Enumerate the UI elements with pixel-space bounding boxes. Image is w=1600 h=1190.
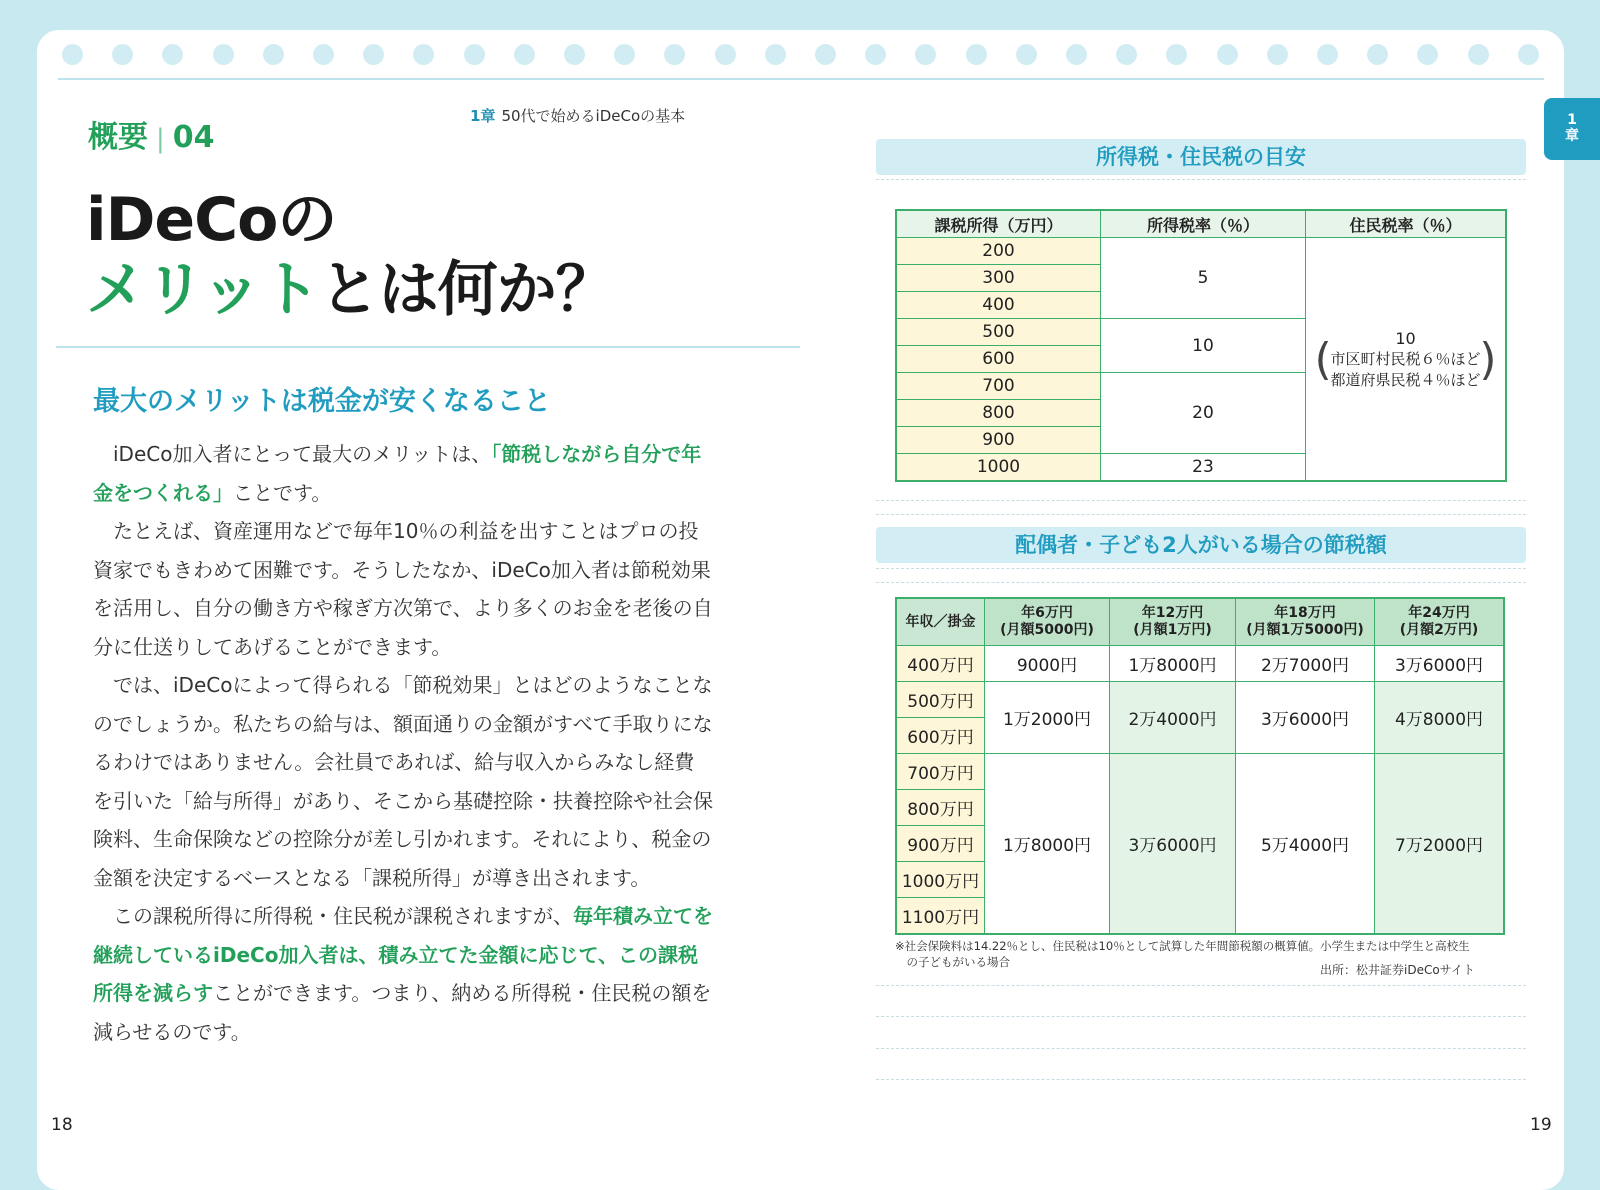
- paragraph-1: [93, 435, 713, 512]
- binder-hole: [464, 44, 485, 65]
- corner-header: 年収／掛金: [896, 598, 985, 646]
- chapter-title: 50代で始めるiDeCoの基本: [501, 107, 686, 125]
- table-row: [896, 682, 1504, 718]
- ruled-line: [876, 582, 1526, 583]
- savings-cell: 7万2000円: [1375, 754, 1505, 935]
- resident-tax-cell: [1306, 238, 1507, 482]
- top-rule: [58, 78, 1544, 80]
- income-cell: 900: [896, 427, 1101, 454]
- col-header: [1236, 598, 1375, 646]
- income-cell: 500: [896, 319, 1101, 346]
- binder-hole: [263, 44, 284, 65]
- paren-close: ): [1479, 333, 1497, 385]
- binder-hole: [865, 44, 886, 65]
- ruled-line: [876, 985, 1526, 986]
- col-header-resident-tax: 住民税率（％）: [1306, 210, 1507, 238]
- p1-highlight: 「節税しながら自分で年金をつくれる」: [93, 442, 702, 505]
- table-row: [896, 646, 1504, 682]
- savings-cell: 1万8000円: [1110, 646, 1236, 682]
- paragraph-2: たとえば、資産運用などで毎年10％の利益を出すことはプロの投資家でもきわめて困難です。そうしたなか、iDeCo加入者は節税効果を活用し、自分の働き方や稼ぎ方次第で、より多くのお金を老後の自分に仕送りしてあげることができます。: [93, 519, 713, 659]
- binder-hole: [1016, 44, 1037, 65]
- col-header: [985, 598, 1110, 646]
- col-header-l2: (月額2万円): [1399, 622, 1479, 638]
- tax-rate-table: [895, 209, 1507, 482]
- ruled-line: [876, 1016, 1526, 1017]
- binder-hole: [564, 44, 585, 65]
- savings-cell: 2万4000円: [1110, 682, 1236, 754]
- section-label: [88, 112, 215, 156]
- ruled-line: [876, 514, 1526, 515]
- p4-text-b: ことができます。つまり、納める所得税・住民税の額を減らせるのです。: [93, 981, 712, 1044]
- ruled-line: [876, 568, 1526, 569]
- municipal-tax: 市区町村民税６％ほど: [1330, 349, 1481, 368]
- income-cell: 800万円: [896, 790, 985, 826]
- income-cell: 700: [896, 373, 1101, 400]
- savings-cell: 1万2000円: [985, 682, 1110, 754]
- binder-hole: [715, 44, 736, 65]
- binder-hole: [514, 44, 535, 65]
- income-cell: 800: [896, 400, 1101, 427]
- binder-hole: [413, 44, 434, 65]
- binder-hole: [1468, 44, 1489, 65]
- binder-hole: [313, 44, 334, 65]
- income-cell: 500万円: [896, 682, 985, 718]
- binder-hole: [1518, 44, 1539, 65]
- col-header-l1: 年12万円: [1141, 605, 1204, 621]
- income-tax-cell: 5: [1101, 238, 1306, 319]
- binder-hole: [966, 44, 987, 65]
- binder-hole: [1116, 44, 1137, 65]
- binder-holes: [62, 44, 1532, 68]
- col-header-income: 課税所得（万円）: [896, 210, 1101, 238]
- paragraph-4: [93, 897, 713, 1051]
- chapter-breadcrumb: [470, 105, 685, 126]
- binder-hole: [1317, 44, 1338, 65]
- binder-hole: [1166, 44, 1187, 65]
- savings-cell: 2万7000円: [1236, 646, 1375, 682]
- binder-hole: [363, 44, 384, 65]
- income-cell: 400: [896, 292, 1101, 319]
- table-row: [896, 238, 1506, 265]
- note-line1: ※社会保険料は14.22％とし、住民税は10％として試算した年間節税額の概算値。小学生または中学生と高校生: [895, 939, 1470, 953]
- page-number-right: 19: [1530, 1115, 1552, 1135]
- section-divider: |: [156, 124, 165, 154]
- ruled-line: [876, 500, 1526, 501]
- tax-savings-table: [895, 597, 1505, 935]
- ruled-line: [876, 1048, 1526, 1049]
- savings-cell: 3万6000円: [1110, 754, 1236, 935]
- p1-text-a: iDeCo加入者にとって最大のメリットは、: [93, 442, 492, 466]
- page-title-line1: iDeCoの: [86, 185, 337, 255]
- savings-cell: 3万6000円: [1375, 646, 1505, 682]
- binder-hole: [614, 44, 635, 65]
- table1-heading: 所得税・住民税の目安: [876, 139, 1526, 175]
- binder-hole: [1367, 44, 1388, 65]
- subheading: 最大のメリットは税金が安くなること: [93, 386, 551, 417]
- binder-hole: [213, 44, 234, 65]
- chapter-number: 1章: [470, 107, 496, 125]
- binder-hole: [915, 44, 936, 65]
- savings-cell: 4万8000円: [1375, 682, 1505, 754]
- col-header-l1: 年18万円: [1274, 605, 1336, 621]
- col-header-income-tax: 所得税率（％）: [1101, 210, 1306, 238]
- income-cell: 700万円: [896, 754, 985, 790]
- income-tax-cell: 20: [1101, 373, 1306, 454]
- savings-cell: 9000円: [985, 646, 1110, 682]
- resident-tax-breakdown: [1314, 328, 1497, 391]
- section-number: 04: [172, 120, 215, 155]
- income-cell: 1000万円: [896, 862, 985, 898]
- binder-hole: [1066, 44, 1087, 65]
- source-credit: 出所：松井証券iDeCoサイト: [1320, 963, 1475, 977]
- income-cell: 300: [896, 265, 1101, 292]
- binder-hole: [664, 44, 685, 65]
- chapter-tab-number: 1: [1567, 112, 1577, 128]
- binder-hole: [1217, 44, 1238, 65]
- binder-hole: [162, 44, 183, 65]
- body-text: [93, 435, 713, 1051]
- resident-tax-rate: 10: [1395, 328, 1416, 348]
- table-row: [896, 754, 1504, 790]
- p4-text-a: この課税所得に所得税・住民税が課税されますが、: [93, 904, 573, 928]
- section-label-text: 概要: [88, 120, 148, 155]
- col-header: [1110, 598, 1236, 646]
- p4-highlight: 毎年積み立てを継続しているiDeCo加入者は、積み立てた金額に応じて、この課税所得を減らす: [93, 904, 713, 1005]
- chapter-tab-label: 章: [1565, 128, 1579, 144]
- income-cell: 400万円: [896, 646, 985, 682]
- binder-hole: [815, 44, 836, 65]
- p1-text-b: ことです。: [233, 480, 332, 505]
- col-header: [1375, 598, 1505, 646]
- income-cell: 600: [896, 346, 1101, 373]
- savings-cell: 3万6000円: [1236, 682, 1375, 754]
- prefectural-tax: 都道府県民税４％ほど: [1330, 370, 1481, 389]
- savings-cell: 1万8000円: [985, 754, 1110, 935]
- income-cell: 600万円: [896, 718, 985, 754]
- savings-cell: 5万4000円: [1236, 754, 1375, 935]
- page-title-line2: [86, 242, 615, 328]
- page-number-left: 18: [51, 1115, 73, 1135]
- binder-hole: [1267, 44, 1288, 65]
- binder-hole: [112, 44, 133, 65]
- note-line2: の子どもがいる場合: [895, 955, 1010, 969]
- ruled-line: [876, 179, 1526, 180]
- binder-hole: [765, 44, 786, 65]
- income-tax-cell: 10: [1101, 319, 1306, 373]
- col-header-l2: (月額1万円): [1133, 622, 1212, 638]
- chapter-tab[interactable]: [1544, 98, 1600, 160]
- table-header-row: [896, 598, 1504, 646]
- title-rule: [56, 346, 800, 348]
- income-cell: 200: [896, 238, 1101, 265]
- col-header-l1: 年6万円: [1021, 605, 1073, 621]
- income-cell: 900万円: [896, 826, 985, 862]
- title-highlight: メリット: [86, 255, 320, 325]
- income-cell: 1100万円: [896, 898, 985, 935]
- income-cell: 1000: [896, 454, 1101, 482]
- binder-hole: [62, 44, 83, 65]
- income-tax-cell: 23: [1101, 454, 1306, 482]
- col-header-l2: (月額1万5000円): [1246, 622, 1364, 638]
- col-header-l1: 年24万円: [1408, 605, 1470, 621]
- ruled-line: [876, 1079, 1526, 1080]
- binder-hole: [1417, 44, 1438, 65]
- title-rest: とは何か？: [319, 255, 615, 325]
- col-header-l2: (月額5000円): [1000, 622, 1094, 638]
- table2-heading: 配偶者・子ども2人がいる場合の節税額: [876, 527, 1526, 563]
- table-header-row: [896, 210, 1506, 238]
- paragraph-3: では、iDeCoによって得られる「節税効果」とはどのようなことなのでしょうか。私たちの給与は、額面通りの金額がすべて手取りになるわけではありません。会社員であれば、給与収入からみなし経費を引いた「給与所得」があり、そこから基礎控除・扶養控除や社会保険料、生命保険などの控除分が差し引かれます。それにより、税金の金額を決定するベースとなる「課税所得」が導き出されます。: [93, 673, 713, 890]
- paren-open: (: [1314, 333, 1332, 385]
